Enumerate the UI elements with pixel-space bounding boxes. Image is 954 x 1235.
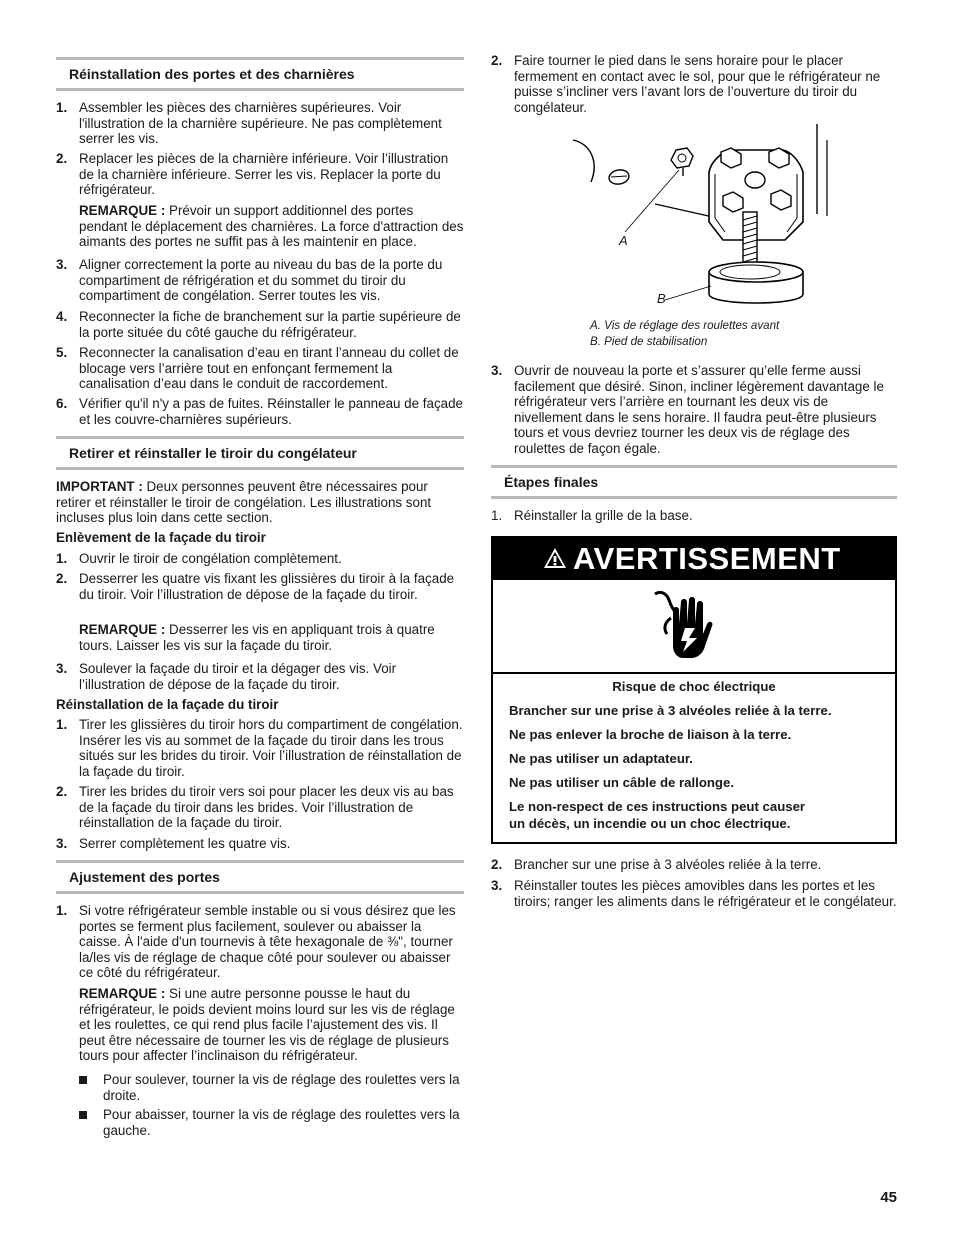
list-item bbox=[491, 508, 897, 524]
list-item bbox=[56, 309, 464, 340]
warning-header bbox=[493, 538, 895, 580]
item-text: Reconnecter la canalisation d’eau en tirant l’anneau du collet de blocage vers l’arrière tout en enfonçant fermement la canalisation d’eau dans le conduit de raccordement. bbox=[79, 345, 459, 392]
item-number: 5. bbox=[56, 345, 68, 360]
section-heading-freezer-drawer: Retirer et réinstaller le tiroir du congélateur bbox=[56, 436, 464, 470]
list-item bbox=[56, 100, 464, 147]
subheading-reinstall-front: Réinstallation de la façade du tiroir bbox=[56, 697, 279, 712]
note bbox=[79, 986, 464, 1064]
list-item bbox=[56, 396, 464, 427]
list-item bbox=[56, 717, 464, 779]
item-number: 2. bbox=[56, 151, 68, 166]
list-item bbox=[491, 363, 897, 457]
adjustment-screw-a-icon bbox=[671, 148, 693, 176]
item-number: 1. bbox=[56, 551, 68, 566]
item-number: 2. bbox=[491, 857, 503, 872]
stabilizing-foot-illustration bbox=[563, 122, 863, 320]
note-text: Si une autre personne pousse le haut du réfrigérateur, le poids devient moins lourd sur les vis de réglage et les roulettes, ce qui rend plus facile l’ajustement des vis. Il peut être nécessaire de tourner les vis de réglage de plusieurs tours pour affecter l’inclinaison du réfrigérateur. bbox=[79, 986, 455, 1064]
list-item bbox=[56, 836, 464, 852]
list-item bbox=[491, 53, 897, 115]
list-item bbox=[56, 151, 464, 198]
item-text: Soulever la façade du tiroir et la dégager des vis. Voir l’illustration de dépose de la façade du tiroir. bbox=[79, 661, 397, 692]
list-item bbox=[56, 257, 464, 304]
warning-line: Le non-respect de ces instructions peut causer bbox=[509, 799, 806, 814]
figure-caption-b: B. Pied de stabilisation bbox=[590, 335, 708, 348]
bullet-text: Pour abaisser, tourner la vis de réglage des roulettes vers la gauche. bbox=[103, 1107, 460, 1138]
item-text: Réinstaller la grille de la base. bbox=[514, 508, 693, 523]
item-number: 6. bbox=[56, 396, 68, 411]
item-text: Vérifier qu'il n'y a pas de fuites. Réinstaller le panneau de façade et les couvre-charnières supérieurs. bbox=[79, 396, 464, 427]
item-number: 3. bbox=[56, 257, 68, 272]
page-number: 45 bbox=[880, 1189, 897, 1206]
warning-icon-area bbox=[493, 580, 895, 674]
list-item bbox=[491, 878, 897, 909]
item-number: 3. bbox=[56, 836, 68, 851]
figure-caption-a: A. Vis de réglage des roulettes avant bbox=[590, 319, 780, 332]
important-label: IMPORTANT : bbox=[56, 479, 143, 494]
warning-line: Ne pas utiliser un câble de rallonge. bbox=[509, 775, 734, 790]
item-number: 2. bbox=[491, 53, 503, 68]
item-text: Desserrer les quatre vis fixant les glissières du tiroir à la façade du tiroir. Voir l’illustration de dépose de la façade du tiroir. bbox=[79, 571, 455, 602]
warning-box bbox=[491, 536, 897, 844]
warning-line: un décès, un incendie ou un choc électrique. bbox=[509, 816, 791, 831]
list-item bbox=[56, 345, 464, 392]
item-number: 3. bbox=[491, 878, 503, 893]
warning-title: AVERTISSEMENT bbox=[573, 541, 841, 576]
subheading-remove-front: Enlèvement de la façade du tiroir bbox=[56, 530, 266, 545]
warning-triangle-icon bbox=[543, 547, 567, 569]
stabilizing-foot-icon bbox=[709, 262, 803, 303]
item-text: Tirer les brides du tiroir vers soi pour placer les deux vis au bas de la façade du tiroir dans les brides. Voir l’illustration de réinstallation de la façade du tiroir. bbox=[79, 784, 454, 831]
bullet-item bbox=[79, 1072, 464, 1103]
item-number: 4. bbox=[56, 309, 68, 324]
square-bullet-icon bbox=[79, 1111, 87, 1119]
note-text: Prévoir un support additionnel des portes pendant le déplacement des charnières. La force d'attraction des aimants des portes ne suffit pas à les maintenir en place. bbox=[79, 203, 464, 250]
note-label: REMARQUE : bbox=[79, 203, 166, 218]
item-text: Assembler les pièces des charnières supérieures. Voir l'illustration de la charnière supérieure. Ne pas complètement serrer les vis. bbox=[79, 100, 442, 147]
figure-label-b: B bbox=[657, 291, 666, 306]
item-number: 1. bbox=[491, 508, 503, 523]
warning-line: Ne pas enlever la broche de liaison à la terre. bbox=[509, 727, 792, 742]
bullet-item bbox=[79, 1107, 464, 1138]
note bbox=[79, 203, 464, 250]
item-number: 1. bbox=[56, 100, 68, 115]
list-item bbox=[56, 551, 464, 567]
warning-line: Brancher sur une prise à 3 alvéoles reliée à la terre. bbox=[509, 703, 832, 718]
note bbox=[79, 622, 464, 653]
section-heading-door-adjustment: Ajustement des portes bbox=[56, 860, 464, 894]
item-text: Réinstaller toutes les pièces amovibles dans les portes et les tiroirs; ranger les aliments dans le réfrigérateur et le congélateur. bbox=[514, 878, 897, 909]
square-bullet-icon bbox=[79, 1076, 87, 1084]
section-heading-final-steps: Étapes finales bbox=[491, 465, 897, 499]
note-label: REMARQUE : bbox=[79, 986, 166, 1001]
section-heading-reinstall-doors: Réinstallation des portes et des charnières bbox=[56, 57, 464, 91]
item-number: 1. bbox=[56, 903, 68, 918]
item-text: Faire tourner le pied dans le sens horaire pour le placer fermement en contact avec le sol, pour que le réfrigérateur ne puisse s’incliner vers l’avant lors de l’ouverture du tiroir du congélateur. bbox=[514, 53, 881, 115]
item-text: Brancher sur une prise à 3 alvéoles reliée à la terre. bbox=[514, 857, 822, 872]
item-text: Reconnecter la fiche de branchement sur la partie supérieure de la porte située du côté gauche du réfrigérateur. bbox=[79, 309, 461, 340]
item-number: 2. bbox=[56, 784, 68, 799]
item-text: Ouvrir de nouveau la porte et s’assurer qu’elle ferme aussi facilement que désiré. Sinon, incliner légèrement davantage le réfrigérateur vers l’arrière en tournant les deux vis de nivellement dans le sens horaire. Il faudra peut-être plusieurs tours et vous devriez tourner les deux vis de réglage des roulettes de façon égale. bbox=[514, 363, 884, 456]
item-text: Ouvrir le tiroir de congélation complètement. bbox=[79, 551, 342, 566]
item-number: 2. bbox=[56, 571, 68, 586]
electrical-shock-hand-icon bbox=[651, 588, 715, 664]
item-text: Si votre réfrigérateur semble instable ou si vous désirez que les portes se ferment plus facilement, soulever ou abaisser la caisse. À l'aide d'un tournevis à tête hexagonale de ⅜", tourner la/les vis de réglage de chaque côté pour soulever ou abaisser ce côté du réfrigérateur. bbox=[79, 903, 456, 981]
item-text: Tirer les glissières du tiroir hors du compartiment de congélation. Insérer les vis au sommet de la façade du tiroir dans les trous situés sur les brides du tiroir. Voir l’illustration de réinstallation de la façade du tiroir. bbox=[79, 717, 463, 779]
warning-line: Ne pas utiliser un adaptateur. bbox=[509, 751, 693, 766]
item-text: Aligner correctement la porte au niveau du bas de la porte du compartiment de réfrigération et du sommet du tiroir du compartiment de congélation. Serrer toutes les vis. bbox=[79, 257, 443, 304]
list-item bbox=[56, 903, 464, 981]
important-paragraph bbox=[56, 479, 464, 526]
important-text: Deux personnes peuvent être nécessaires pour retirer et réinstaller le tiroir de congélation. Les illustrations sont incluses plus loin dans cette section. bbox=[56, 479, 432, 526]
figure-label-a: A bbox=[619, 233, 628, 248]
item-number: 1. bbox=[56, 717, 68, 732]
item-number: 3. bbox=[56, 661, 68, 676]
item-text: Replacer les pièces de la charnière inférieure. Voir l’illustration de la charnière inférieure. Serrer les vis. Replacer la porte du réfrigérateur. bbox=[79, 151, 449, 198]
item-text: Serrer complètement les quatre vis. bbox=[79, 836, 291, 851]
list-item bbox=[56, 571, 464, 602]
bullet-text: Pour soulever, tourner la vis de réglage des roulettes vers la droite. bbox=[103, 1072, 460, 1103]
list-item bbox=[56, 661, 464, 692]
list-item bbox=[491, 857, 897, 873]
list-item bbox=[56, 784, 464, 831]
item-number: 3. bbox=[491, 363, 503, 378]
note-label: REMARQUE : bbox=[79, 622, 166, 637]
warning-line-hazard: Risque de choc électrique bbox=[612, 679, 776, 694]
note-text: Desserrer les vis en appliquant trois à quatre tours. Laisser les vis sur la façade du tiroir. bbox=[79, 622, 435, 653]
